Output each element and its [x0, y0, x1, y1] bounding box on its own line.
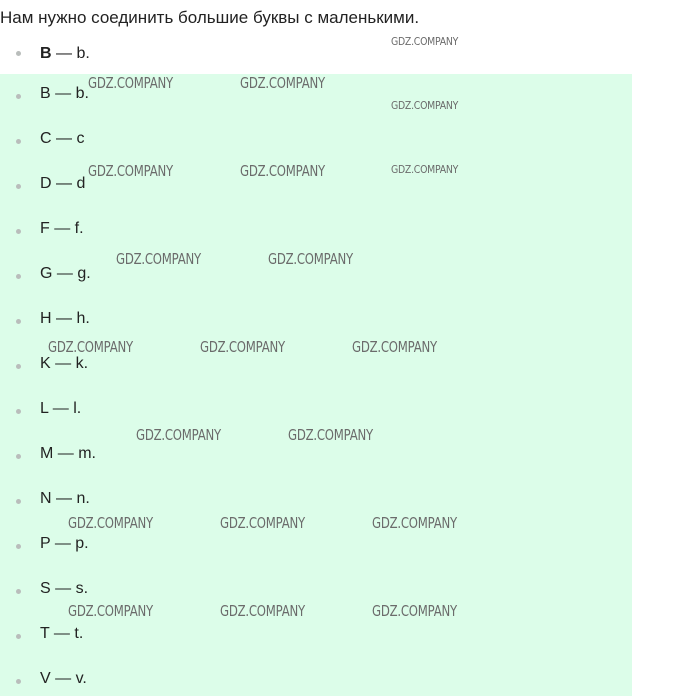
uppercase-letter: H — [40, 310, 52, 327]
list-item — [40, 534, 89, 554]
list-item — [40, 44, 90, 64]
watermark: GDZ.COMPANY — [372, 514, 457, 532]
watermark: GDZ.COMPANY — [391, 99, 459, 112]
lowercase-letter: — h. — [51, 310, 90, 327]
list-item — [40, 444, 96, 464]
uppercase-letter: P — [40, 535, 51, 552]
uppercase-letter: F — [40, 220, 50, 237]
watermark: GDZ.COMPANY — [352, 338, 437, 356]
watermark: GDZ.COMPANY — [68, 514, 153, 532]
watermark: GDZ.COMPANY — [240, 162, 325, 180]
uppercase-letter: B — [40, 45, 52, 62]
lowercase-letter: — b. — [50, 85, 89, 102]
lowercase-letter: — v. — [50, 670, 87, 687]
uppercase-letter: N — [40, 490, 52, 507]
list-bullet — [16, 229, 21, 234]
list-item — [40, 174, 85, 194]
lowercase-letter: — s. — [50, 580, 89, 597]
uppercase-letter: S — [40, 580, 51, 597]
list-item — [40, 669, 87, 689]
watermark: GDZ.COMPANY — [136, 426, 221, 444]
list-item — [40, 399, 81, 419]
list-bullet — [16, 51, 21, 56]
lowercase-letter: — b. — [51, 45, 90, 62]
uppercase-letter: D — [40, 175, 52, 192]
list-bullet — [16, 409, 21, 414]
watermark: GDZ.COMPANY — [88, 74, 173, 92]
uppercase-letter: L — [40, 400, 49, 417]
lowercase-letter: — t. — [49, 625, 84, 642]
list-bullet — [16, 94, 21, 99]
list-item — [40, 264, 91, 284]
lowercase-letter: — d — [51, 175, 86, 192]
list-bullet — [16, 184, 21, 189]
list-bullet — [16, 589, 21, 594]
list-item — [40, 309, 90, 329]
lowercase-letter: — l. — [48, 400, 82, 417]
watermark: GDZ.COMPANY — [391, 163, 459, 176]
list-bullet — [16, 274, 21, 279]
list-item — [40, 219, 84, 239]
uppercase-letter: M — [40, 445, 54, 462]
lowercase-letter: — c — [51, 130, 85, 147]
uppercase-letter: C — [40, 130, 52, 147]
list-bullet — [16, 544, 21, 549]
lowercase-letter: — p. — [50, 535, 89, 552]
lowercase-letter: — g. — [52, 265, 91, 282]
list-item — [40, 624, 83, 644]
watermark: GDZ.COMPANY — [48, 338, 133, 356]
lowercase-letter: — m. — [53, 445, 96, 462]
list-item — [40, 84, 89, 104]
watermark: GDZ.COMPANY — [372, 602, 457, 620]
lowercase-letter: — k. — [50, 355, 89, 372]
watermark: GDZ.COMPANY — [200, 338, 285, 356]
watermark: GDZ.COMPANY — [391, 35, 459, 48]
lowercase-letter: — f. — [49, 220, 84, 237]
watermark: GDZ.COMPANY — [240, 74, 325, 92]
uppercase-letter: V — [40, 670, 51, 687]
list-bullet — [16, 634, 21, 639]
list-bullet — [16, 319, 21, 324]
watermark: GDZ.COMPANY — [220, 602, 305, 620]
watermark: GDZ.COMPANY — [116, 250, 201, 268]
watermark: GDZ.COMPANY — [68, 602, 153, 620]
watermark: GDZ.COMPANY — [220, 514, 305, 532]
list-item — [40, 129, 84, 149]
list-bullet — [16, 139, 21, 144]
list-item — [40, 489, 90, 509]
intro-text: Нам нужно соединить большие буквы с маленькими. — [0, 8, 420, 27]
uppercase-letter: T — [40, 625, 50, 642]
list-item — [40, 579, 88, 599]
lowercase-letter: — n. — [51, 490, 90, 507]
watermark: GDZ.COMPANY — [288, 426, 373, 444]
list-bullet — [16, 454, 21, 459]
uppercase-letter: G — [40, 265, 53, 282]
watermark: GDZ.COMPANY — [88, 162, 173, 180]
list-bullet — [16, 679, 21, 684]
list-bullet — [16, 364, 21, 369]
uppercase-letter: B — [40, 85, 51, 102]
list-item — [40, 354, 88, 374]
list-bullet — [16, 499, 21, 504]
uppercase-letter: K — [40, 355, 51, 372]
watermark: GDZ.COMPANY — [268, 250, 353, 268]
